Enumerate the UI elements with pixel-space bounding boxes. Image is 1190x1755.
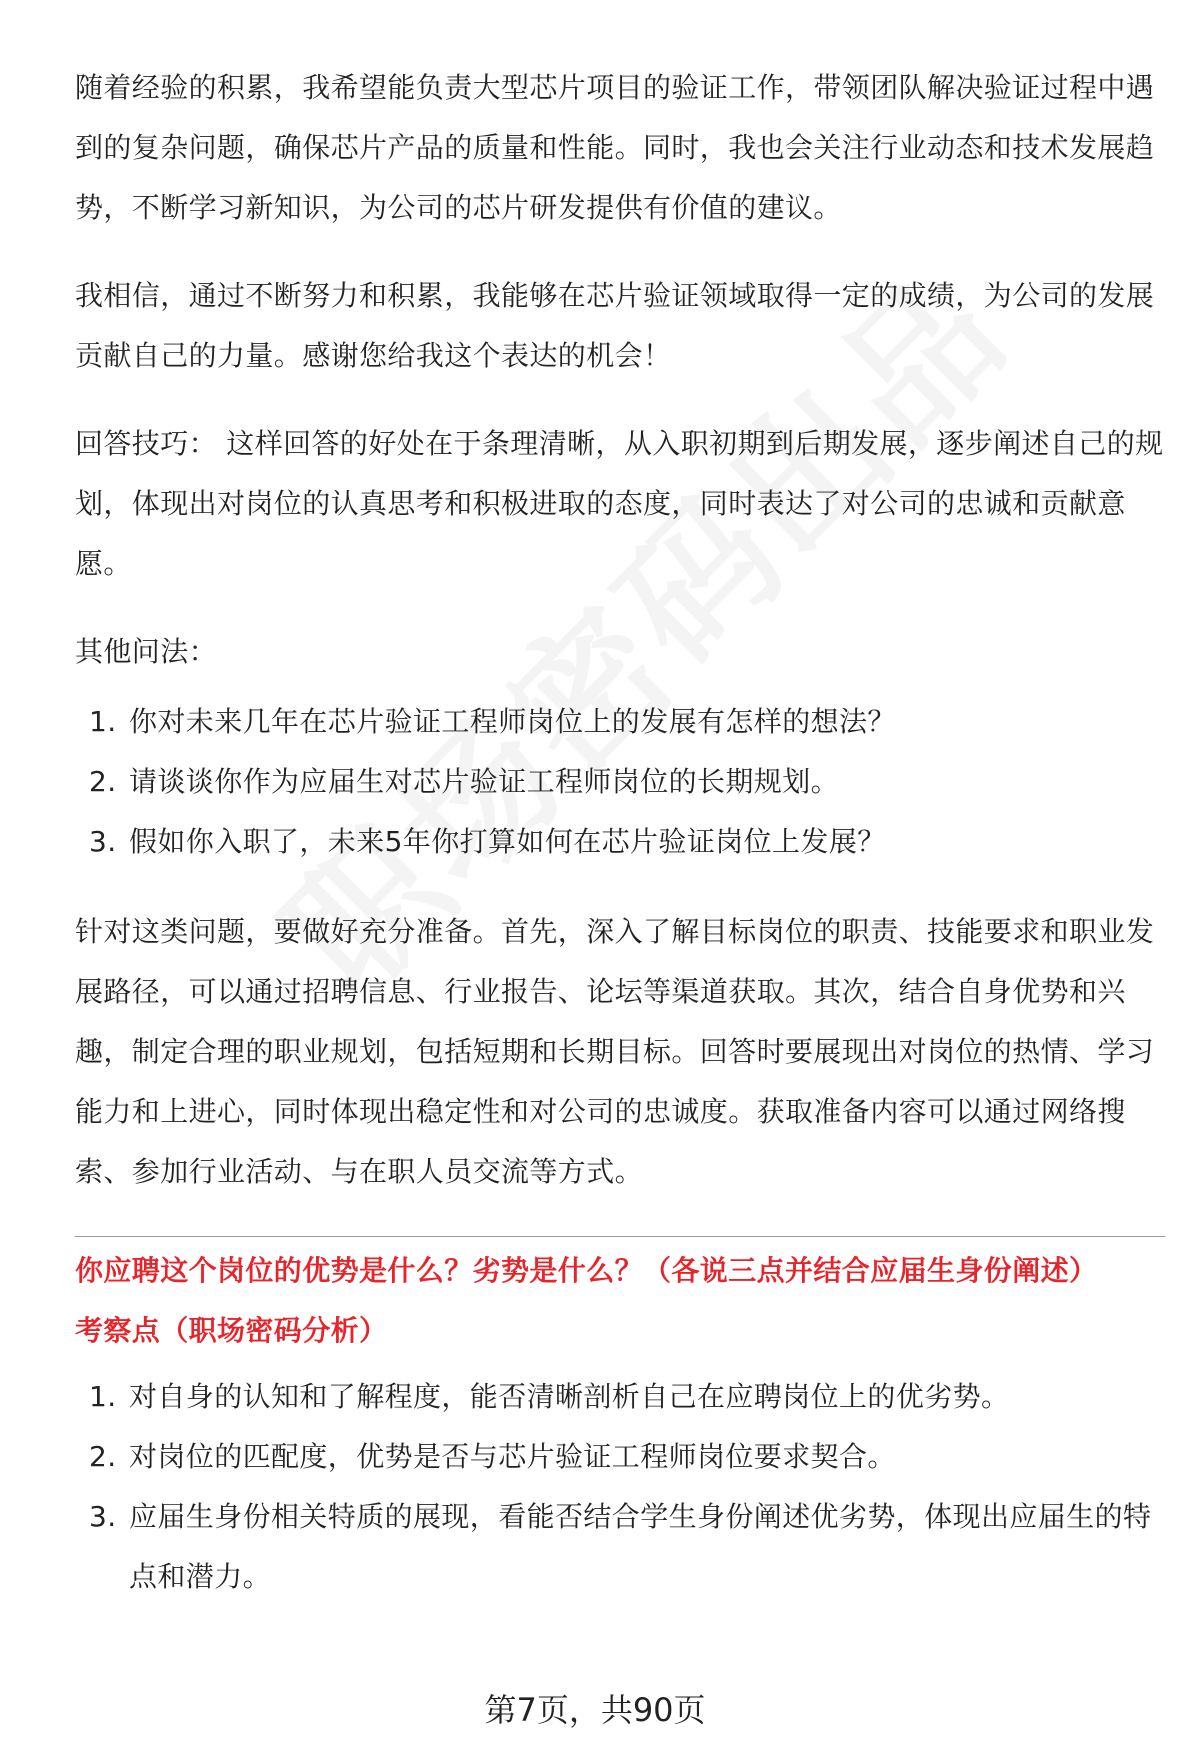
- question-title: 你应聘这个岗位的优势是什么？劣势是什么？（各说三点并结合应届生身份阐述）: [75, 1254, 1098, 1287]
- section-divider: [75, 1236, 1165, 1237]
- assessment-points-list: [75, 1367, 1165, 1607]
- page-footer: 第7页，共90页: [484, 1691, 706, 1729]
- list-item: [75, 752, 1165, 812]
- paragraph-answer-tips: 回答技巧： 这样回答的好处在于条理清晰，从入职初期到后期发展，逐步阐述自己的规划，体现出对岗位的认真思考和积极进取的态度，同时表达了对公司的忠诚和贡献意愿。: [75, 427, 1164, 580]
- list-item-text: 你对未来几年在芯片验证工程师岗位上的发展有怎样的想法？: [129, 705, 896, 738]
- list-item-number: 2.: [89, 765, 117, 798]
- paragraph-other-questions-label: 其他问法：: [75, 635, 218, 668]
- list-item: [75, 1487, 1165, 1607]
- list-item-number: 3.: [89, 825, 117, 858]
- list-item: [75, 692, 1165, 752]
- paragraph-preparation: 针对这类问题，要做好充分准备。首先，深入了解目标岗位的职责、技能要求和职业发展路径，可以通过招聘信息、行业报告、论坛等渠道获取。其次，结合自身优势和兴趣，制定合理的职业规划，包括短期和长期目标。回答时要展现出对岗位的热情、学习能力和上进心，同时体现出稳定性和对公司的忠诚度。获取准备内容可以通过网络搜索、参加行业活动、与在职人员交流等方式。: [75, 915, 1155, 1188]
- document-body: [75, 58, 1165, 1637]
- list-item-number: 3.: [89, 1500, 117, 1533]
- list-item-text: 请谈谈你作为应届生对芯片验证工程师岗位的长期规划。: [129, 765, 840, 798]
- list-item: [75, 1367, 1165, 1427]
- list-item-text: 对岗位的匹配度，优势是否与芯片验证工程师岗位要求契合。: [129, 1440, 896, 1473]
- paragraph-career-growth: 随着经验的积累，我希望能负责大型芯片项目的验证工作，带领团队解决验证过程中遇到的复杂问题，确保芯片产品的质量和性能。同时，我也会关注行业动态和技术发展趋势，不断学习新知识，为公司的芯片研发提供有价值的建议。: [75, 71, 1155, 224]
- paragraph-closing: 我相信，通过不断努力和积累，我能够在芯片验证领域取得一定的成绩，为公司的发展贡献自己的力量。感谢您给我这个表达的机会！: [75, 279, 1155, 372]
- list-item: [75, 812, 1165, 872]
- list-item-number: 1.: [89, 705, 117, 738]
- list-item-text: 应届生身份相关特质的展现，看能否结合学生身份阐述优劣势，体现出应届生的特点和潜力。: [129, 1500, 1152, 1593]
- list-item-text: 对自身的认知和了解程度，能否清晰剖析自己在应聘岗位上的优劣势。: [129, 1380, 1010, 1413]
- other-questions-list: [75, 692, 1165, 872]
- list-item-text: 假如你入职了，未来5年你打算如何在芯片验证岗位上发展？: [129, 825, 886, 858]
- question-subtitle: 考察点（职场密码分析）: [75, 1314, 388, 1347]
- list-item-number: 1.: [89, 1380, 117, 1413]
- list-item-number: 2.: [89, 1440, 117, 1473]
- list-item: [75, 1427, 1165, 1487]
